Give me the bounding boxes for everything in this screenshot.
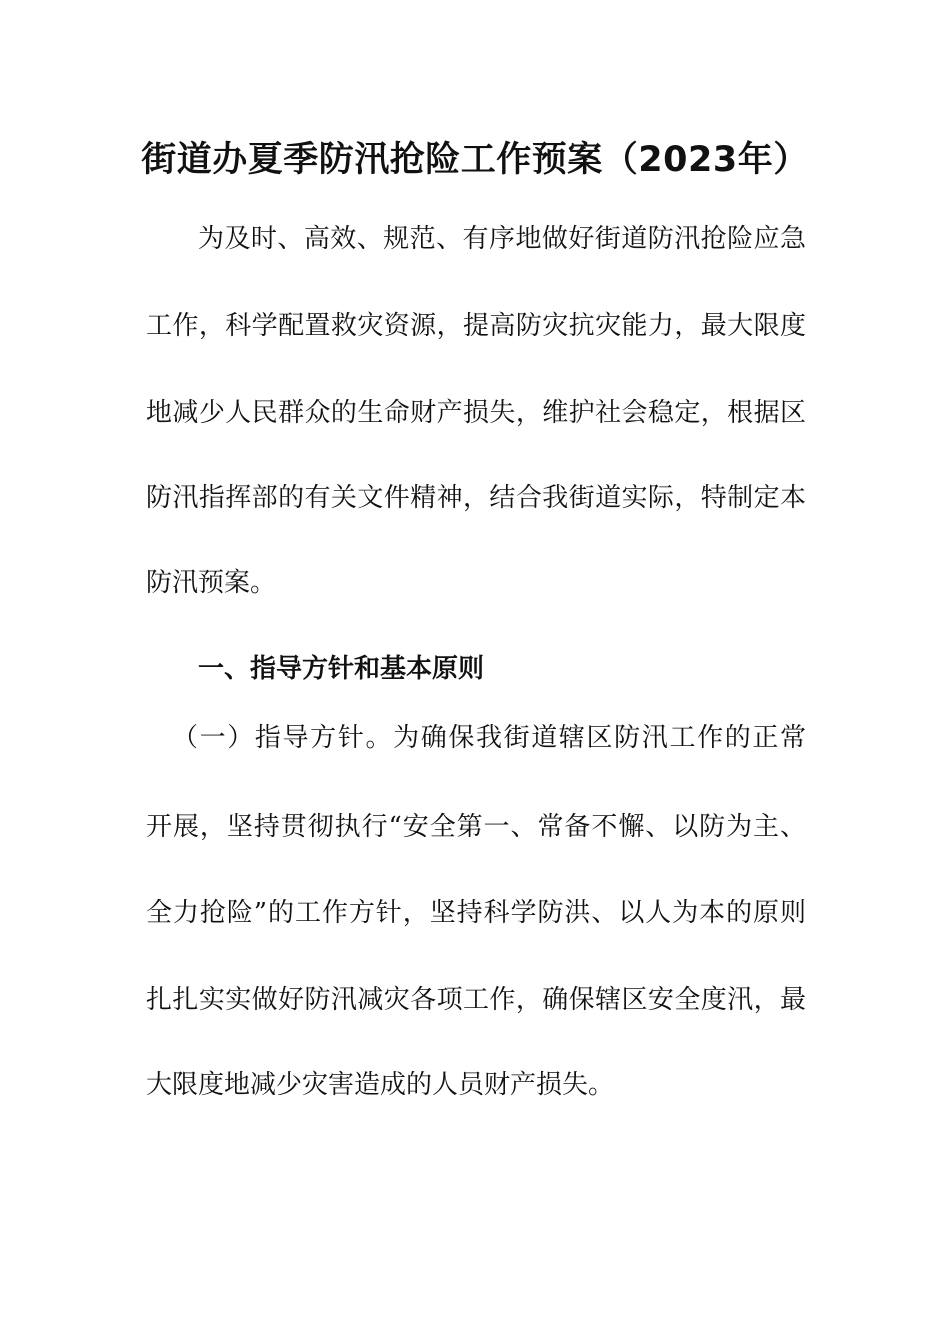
subsection-line-1: （一）指导方针。为确保我街道辖区防汛工作的正常 [172,723,806,753]
subsection-line-3: 全力抢险”的工作方针，坚持科学防洪、以人为本的原则 [146,898,806,928]
intro-line-3: 地减少人民群众的生命财产损失，维护社会稳定，根据区 [146,398,806,428]
intro-line-1: 为及时、高效、规范、有序地做好街道防汛抢险应急 [198,224,806,254]
subsection-line-5: 大限度地减少灾害造成的人员财产损失。 [146,1070,615,1100]
intro-line-2: 工作，科学配置救灾资源，提高防灾抗灾能力，最大限度 [146,311,806,341]
subsection-line-2: 开展，坚持贯彻执行“安全第一、常备不懈、以防为主、 [146,812,806,842]
section-heading: 一、指导方针和基本原则 [198,654,485,684]
subsection-line-4: 扎扎实实做好防汛减灾各项工作，确保辖区安全度汛，最 [146,985,806,1015]
document-title: 街道办夏季防汛抢险工作预案（2023年） [141,140,809,180]
intro-line-5: 防汛预案。 [146,568,277,598]
intro-line-4: 防汛指挥部的有关文件精神，结合我街道实际，特制定本 [146,483,806,513]
